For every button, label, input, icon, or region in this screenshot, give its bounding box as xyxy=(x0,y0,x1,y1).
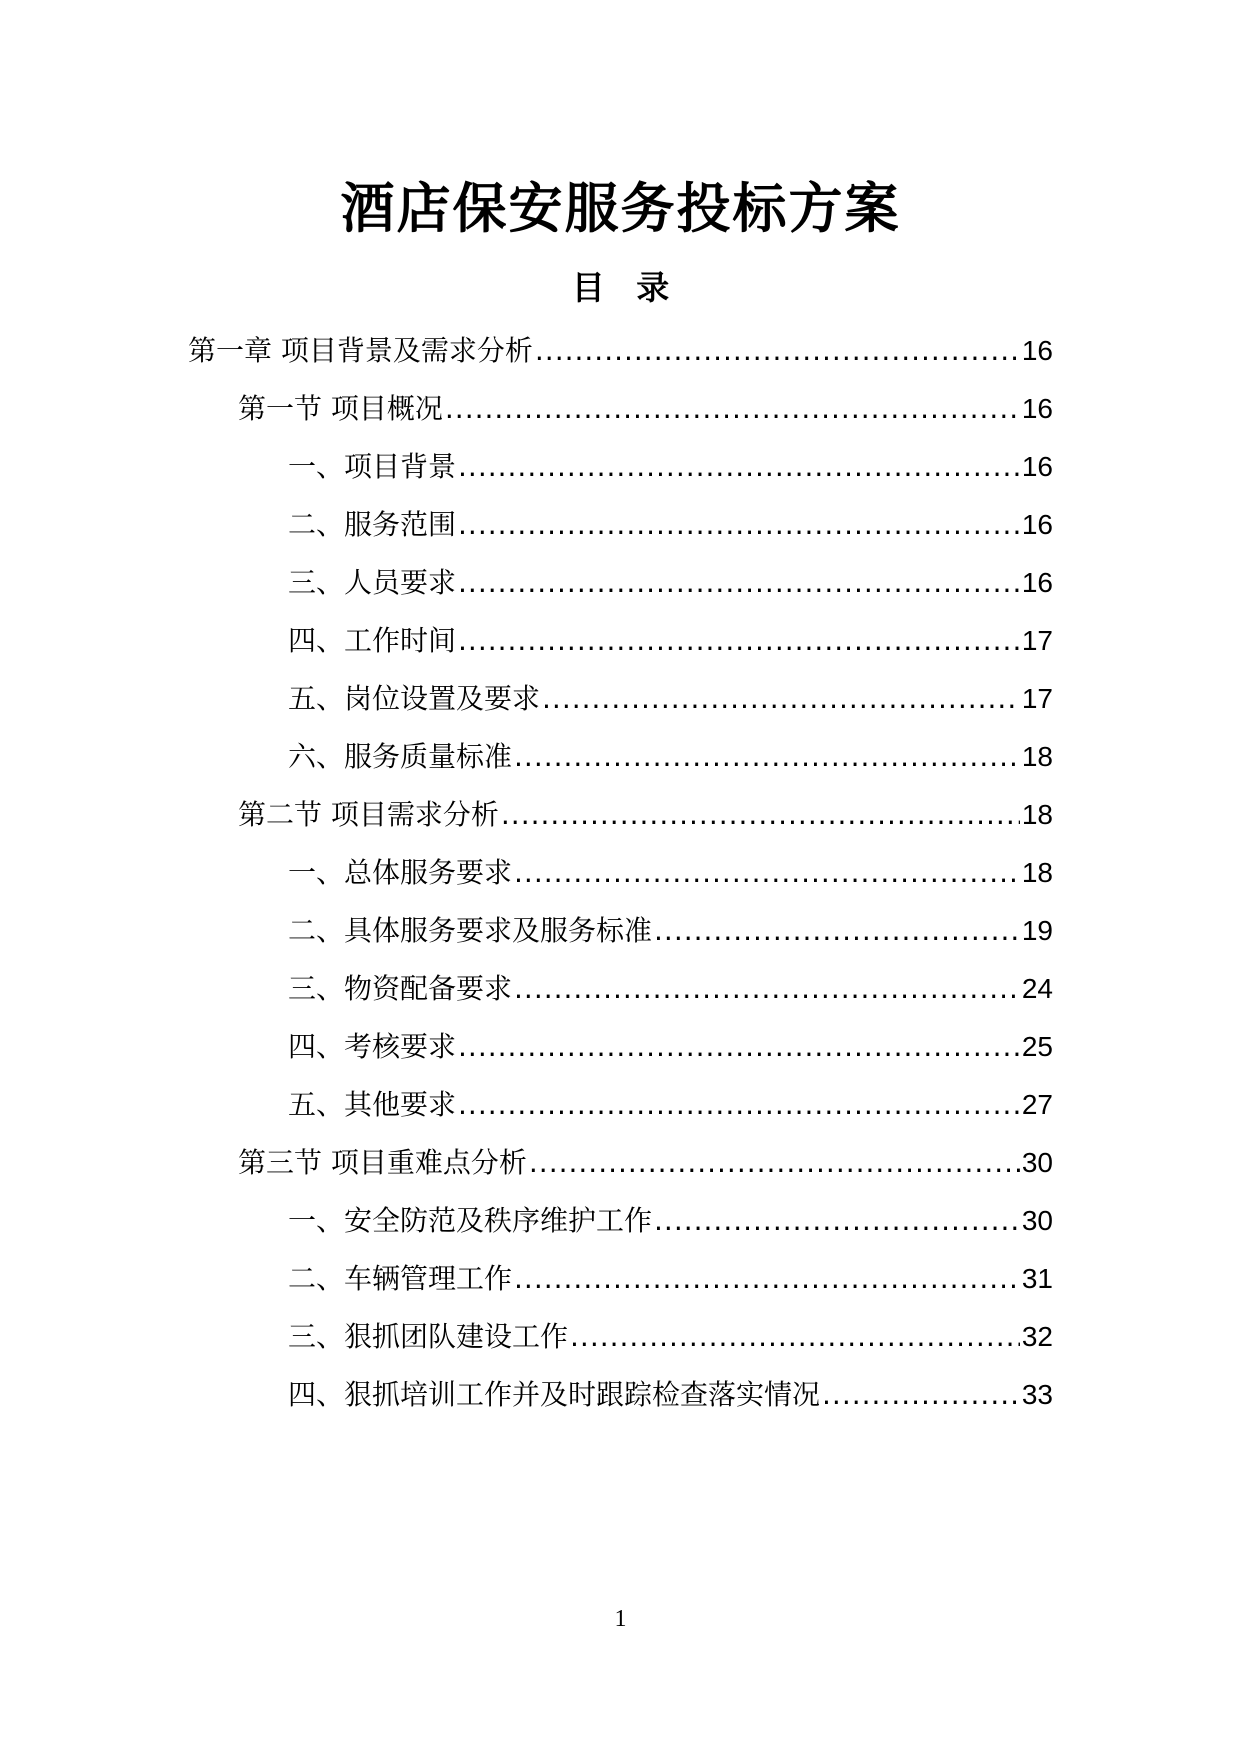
toc-entry-page: 33 xyxy=(1021,1379,1053,1410)
toc-dot-leader xyxy=(514,851,1020,895)
toc-entry-label: 一、项目背景 xyxy=(288,450,457,483)
toc-dot-leader xyxy=(445,387,1020,431)
toc-entry-page: 24 xyxy=(1021,973,1053,1004)
toc-entry-label: 五、其他要求 xyxy=(288,1088,457,1121)
toc-entry-label: 四、工作时间 xyxy=(288,624,457,657)
toc-dot-leader xyxy=(458,1025,1020,1069)
toc-entry-item[interactable] xyxy=(288,677,1053,721)
toc-entry-item[interactable] xyxy=(288,1083,1053,1127)
toc-entry-label: 二、车辆管理工作 xyxy=(288,1262,513,1295)
toc-entry-item[interactable] xyxy=(288,909,1053,953)
toc-entry-page: 32 xyxy=(1021,1321,1053,1352)
toc-entry-item[interactable] xyxy=(288,1199,1053,1243)
toc-dot-leader xyxy=(514,967,1020,1011)
toc-dot-leader xyxy=(654,909,1020,953)
toc-entry-item[interactable] xyxy=(288,1373,1053,1417)
page-number: 1 xyxy=(614,1606,627,1632)
toc-entry-chapter-1[interactable] xyxy=(188,329,1053,373)
toc-entry-page: 27 xyxy=(1021,1089,1053,1120)
toc-dot-leader xyxy=(514,1257,1020,1301)
toc-entry-item[interactable] xyxy=(288,1315,1053,1359)
toc-entry-page: 17 xyxy=(1021,625,1053,656)
toc-entry-item[interactable] xyxy=(288,1025,1053,1069)
toc-dot-leader xyxy=(822,1373,1020,1417)
toc-dot-leader xyxy=(654,1199,1020,1243)
toc-entry-item[interactable] xyxy=(288,851,1053,895)
toc-dot-leader xyxy=(458,619,1020,663)
toc-entry-page: 30 xyxy=(1021,1205,1053,1236)
toc-entry-section-2[interactable] xyxy=(238,793,1053,837)
toc-entry-page: 16 xyxy=(1021,567,1053,598)
toc-entry-item[interactable] xyxy=(288,445,1053,489)
toc-entry-page: 25 xyxy=(1021,1031,1053,1062)
toc-entry-label: 第三节 项目重难点分析 xyxy=(238,1146,527,1179)
toc-dot-leader xyxy=(529,1141,1020,1185)
toc-entry-label: 三、人员要求 xyxy=(288,566,457,599)
toc-entry-item[interactable] xyxy=(288,735,1053,779)
toc-entry-item[interactable] xyxy=(288,619,1053,663)
toc-entry-page: 16 xyxy=(1021,451,1053,482)
toc-entry-item[interactable] xyxy=(288,503,1053,547)
toc-entry-page: 16 xyxy=(1021,393,1053,424)
toc-dot-leader xyxy=(458,503,1020,547)
toc-dot-leader xyxy=(458,1083,1020,1127)
toc-entry-label: 一、总体服务要求 xyxy=(288,856,513,889)
toc-dot-leader xyxy=(542,677,1020,721)
toc-heading: 目 录 xyxy=(571,268,680,307)
toc-entry-page: 16 xyxy=(1021,509,1053,540)
toc-entry-page: 16 xyxy=(1021,335,1053,366)
toc-entry-page: 30 xyxy=(1021,1147,1053,1178)
toc-dot-leader xyxy=(535,329,1020,373)
toc-entry-label: 一、安全防范及秩序维护工作 xyxy=(288,1204,653,1237)
toc-entry-item[interactable] xyxy=(288,1257,1053,1301)
toc-dot-leader xyxy=(514,735,1020,779)
toc-entry-label: 二、服务范围 xyxy=(288,508,457,541)
toc-entry-section-3[interactable] xyxy=(238,1141,1053,1185)
document-title: 酒店保安服务投标方案 xyxy=(340,177,901,240)
toc-entry-label: 五、岗位设置及要求 xyxy=(288,682,541,715)
toc-entry-item[interactable] xyxy=(288,967,1053,1011)
toc-entry-label: 第一节 项目概况 xyxy=(238,392,443,425)
toc-entry-section-1[interactable] xyxy=(238,387,1053,431)
toc-entry-page: 17 xyxy=(1021,683,1053,714)
toc-entry-page: 18 xyxy=(1021,857,1053,888)
toc-dot-leader xyxy=(570,1315,1020,1359)
toc-entry-label: 第一章 项目背景及需求分析 xyxy=(188,334,533,367)
toc-dot-leader xyxy=(458,561,1020,605)
toc-entry-page: 19 xyxy=(1021,915,1053,946)
toc-entry-label: 六、服务质量标准 xyxy=(288,740,513,773)
toc-entry-label: 二、具体服务要求及服务标准 xyxy=(288,914,653,947)
toc-entry-page: 31 xyxy=(1021,1263,1053,1294)
toc-entry-label: 四、考核要求 xyxy=(288,1030,457,1063)
toc-entry-label: 三、狠抓团队建设工作 xyxy=(288,1320,569,1353)
toc-entry-page: 18 xyxy=(1021,741,1053,772)
toc-entry-item[interactable] xyxy=(288,561,1053,605)
toc-entry-page: 18 xyxy=(1021,799,1053,830)
toc-entry-label: 三、物资配备要求 xyxy=(288,972,513,1005)
toc-entry-label: 四、狠抓培训工作并及时跟踪检查落实情况 xyxy=(288,1378,821,1411)
toc-dot-leader xyxy=(501,793,1020,837)
toc-dot-leader xyxy=(458,445,1020,489)
toc-entry-label: 第二节 项目需求分析 xyxy=(238,798,499,831)
